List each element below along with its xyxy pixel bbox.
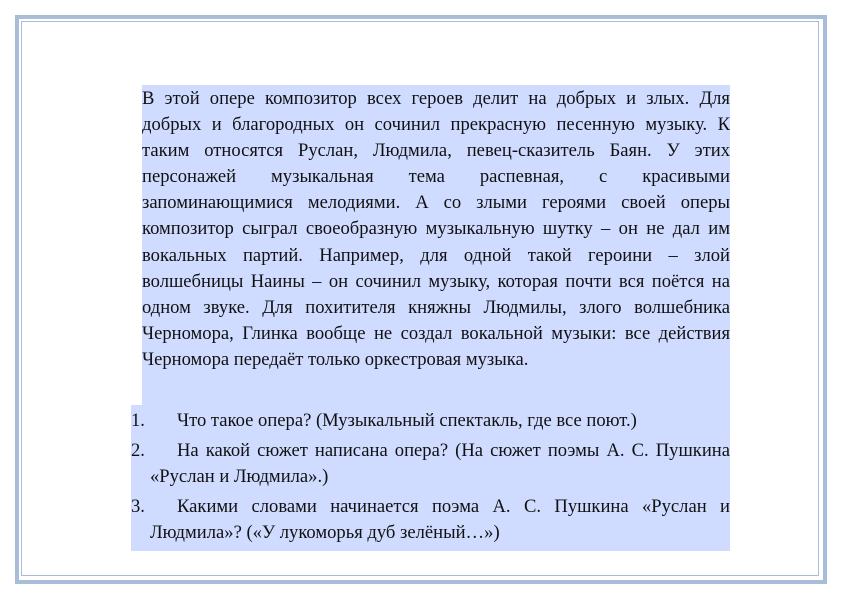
list-item	[131, 494, 730, 547]
list-item-number: 2.	[131, 439, 145, 461]
list-item-number: 1.	[131, 410, 145, 431]
list-item	[131, 405, 730, 435]
list-item-text: Какими словами начинается поэма А. С. Пушкина «Руслан и Людмила»? («У лукоморья дуб зелёный…»)	[150, 495, 730, 543]
question-list	[131, 405, 730, 551]
list-item	[131, 438, 730, 491]
list-item-text: На какой сюжет написана опера? (На сюжет поэмы А. С. Пушкина «Руслан и Людмила».)	[150, 439, 730, 487]
opera-paragraph: В этой опере композитор всех героев делит на добрых и злых. Для добрых и благородных он сочинил прекрасную песенную музыку. К таким относятся Руслан, Людмила, певец-сказитель Баян. У этих персонажей музыкальная тема распевная, с красивыми запоминающимися мелодиями. А со злыми героями своей оперы композитор сыграл своеобразную музыкальную шутку – он не дал им вокальных партий. Например, для одной такой героини – злой волшебницы Наины – он сочинил музыку, которая почти вся поётся на одном звуке. Для похитителя княжны Людмилы, злого волшебника Черномора, Глинка вообще не создал вокальной музыки: все действия Черномора передаёт только оркестровая музыка.	[142, 85, 730, 406]
list-item-text: Что такое опера? (Музыкальный спектакль, где все поют.)	[177, 410, 637, 431]
list-item-number: 3.	[131, 495, 145, 517]
